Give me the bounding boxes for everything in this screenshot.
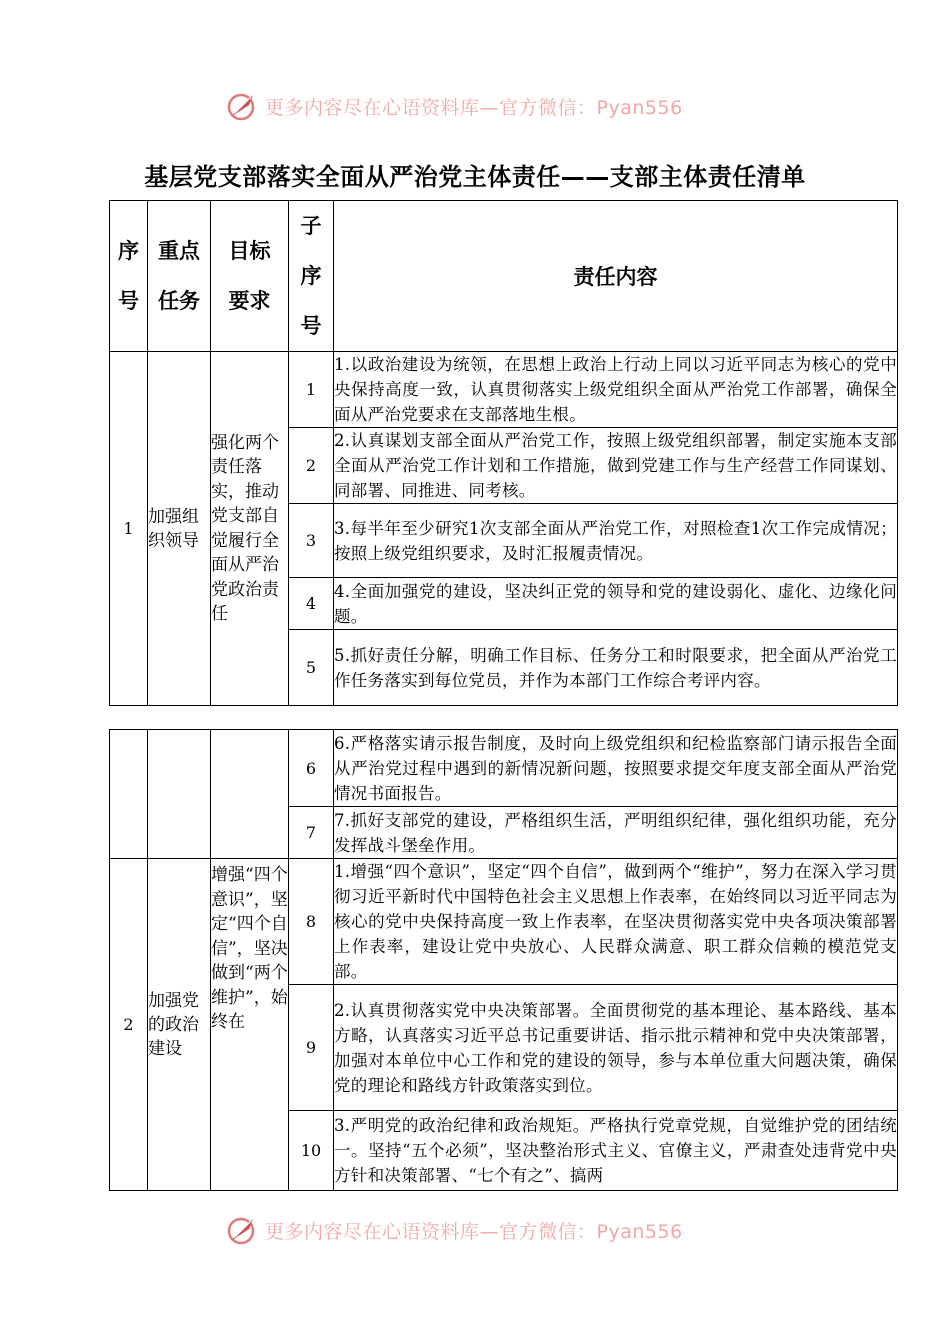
table-row <box>110 859 898 985</box>
subno-cell: 2 <box>289 428 334 504</box>
table-row <box>110 730 898 807</box>
subno-cell: 6 <box>289 730 334 807</box>
watermark-banner-top <box>225 89 725 123</box>
responsibility-table-part1 <box>109 200 898 706</box>
content-cell: 2.认真贯彻落实党中央决策部署。全面贯彻党的基本理论、基本路线、基本方略，认真落实习近平总书记重要讲话、指示批示精神和党中央决策部署，加强对本单位中心工作和党的建设的领导，参与本单位重大问题决策，确保党的理论和路线方针政策落实到位。 <box>334 985 898 1111</box>
quill-logo-icon <box>225 89 259 123</box>
group-task-cell: 加强组织领导 <box>148 352 211 706</box>
subno-cell: 5 <box>289 630 334 706</box>
group-no-cell: 2 <box>110 859 148 1191</box>
subno-cell: 9 <box>289 985 334 1111</box>
responsibility-table-part2 <box>109 729 898 1191</box>
subno-cell: 8 <box>289 859 334 985</box>
group-goal-cell: 增强“四个意识”，坚定“四个自信”，坚决做到“两个维护”，始终在 <box>211 859 289 1191</box>
header-subno <box>289 201 334 352</box>
group-goal-cell-empty <box>211 730 289 859</box>
header-goal <box>211 201 289 352</box>
header-no-text: 序 号 <box>118 239 139 313</box>
group-task-cell-empty <box>148 730 211 859</box>
table-header-row <box>110 201 898 352</box>
content-cell: 2.认真谋划支部全面从严治党工作，按照上级党组织部署，制定实施本支部全面从严治党工作计划和工作措施，做到党建工作与生产经营工作同谋划、同部署、同推进、同考核。 <box>334 428 898 504</box>
subno-cell: 4 <box>289 578 334 630</box>
subno-cell: 10 <box>289 1111 334 1191</box>
subno-cell: 1 <box>289 352 334 428</box>
table-row <box>110 352 898 428</box>
header-goal-text: 目标 要求 <box>228 239 271 313</box>
watermark-banner-bottom <box>225 1213 725 1247</box>
banner-text: 更多内容尽在心语资料库—官方微信：Pyan556 <box>265 96 683 119</box>
header-task-text: 重点 任务 <box>158 239 200 313</box>
group-no-cell-empty <box>110 730 148 859</box>
content-cell: 1.增强“四个意识”，坚定“四个自信”，做到两个“维护”，努力在深入学习贯彻习近平新时代中国特色社会主义思想上作表率，在始终同以习近平同志为核心的党中央保持高度一致上作表率，在坚决贯彻落实党中央各项决策部署上作表率，建设让党中央放心、人民群众满意、职工群众信赖的模范党支部。 <box>334 859 898 985</box>
content-cell: 7.抓好支部党的建设，严格组织生活，严明组织纪律，强化组织功能，充分发挥战斗堡垒作用。 <box>334 807 898 859</box>
content-cell: 3.严明党的政治纪律和政治规矩。严格执行党章党规，自觉维护党的团结统一。坚持“五个必须”，坚决整治形式主义、官僚主义，严肃查处违背党中央方针和决策部署、“七个有之”、搞两 <box>334 1111 898 1191</box>
header-content: 责任内容 <box>334 201 898 352</box>
content-cell: 1.以政治建设为统领，在思想上政治上行动上同以习近平同志为核心的党中央保持高度一致，认真贯彻落实上级党组织全面从严治党工作部署，确保全面从严治党要求在支部落地生根。 <box>334 352 898 428</box>
header-no <box>110 201 148 352</box>
subno-cell: 7 <box>289 807 334 859</box>
header-task <box>148 201 211 352</box>
subno-cell: 3 <box>289 504 334 578</box>
group-task-cell: 加强党的政治建设 <box>148 859 211 1191</box>
banner-text: 更多内容尽在心语资料库—官方微信：Pyan556 <box>265 1220 683 1243</box>
content-cell: 6.严格落实请示报告制度，及时向上级党组织和纪检监察部门请示报告全面从严治党过程中遇到的新情况新问题，按照要求提交年度支部全面从严治党情况书面报告。 <box>334 730 898 807</box>
content-cell: 5.抓好责任分解，明确工作目标、任务分工和时限要求，把全面从严治党工作任务落实到每位党员，并作为本部门工作综合考评内容。 <box>334 630 898 706</box>
quill-logo-icon <box>225 1213 259 1247</box>
group-goal-cell: 强化两个责任落实，推动党支部自觉履行全面从严治党政治责任 <box>211 352 289 706</box>
header-subno-text: 子 序 号 <box>300 214 322 338</box>
content-cell: 4.全面加强党的建设，坚决纠正党的领导和党的建设弱化、虚化、边缘化问题。 <box>334 578 898 630</box>
content-cell: 3.每半年至少研究1次支部全面从严治党工作，对照检查1次工作完成情况；按照上级党组织要求，及时汇报履责情况。 <box>334 504 898 578</box>
document-title: 基层党支部落实全面从严治党主体责任——支部主体责任清单 <box>144 163 806 191</box>
group-no-cell: 1 <box>110 352 148 706</box>
